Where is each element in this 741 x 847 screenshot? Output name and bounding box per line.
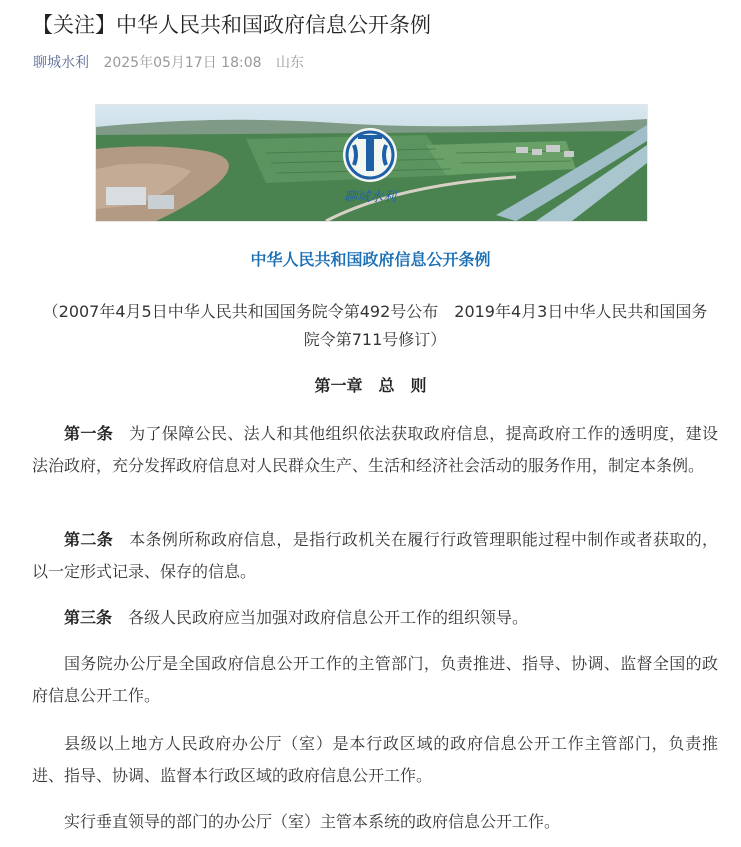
article-title: 【关注】中华人民共和国政府信息公开条例 <box>32 13 431 37</box>
paragraph: 国务院办公厅是全国政府信息公开工作的主管部门，负责推进、指导、协调、监督全国的政府信息公开工作。 <box>32 654 718 705</box>
publish-location: 山东 <box>275 55 304 71</box>
banner-logo-text: 聊城水利 <box>343 190 397 205</box>
account-name-link[interactable]: 聊城水利 <box>33 55 89 71</box>
article-2 <box>32 524 718 588</box>
paragraph: 县级以上地方人民政府办公厅（室）是本行政区域的政府信息公开工作主管部门，负责推进、指导、协调、监督本行政区域的政府信息公开工作。 <box>32 734 718 785</box>
article-3-text: 各级人民政府应当加强对政府信息公开工作的组织领导。 <box>128 608 529 627</box>
article-3 <box>32 602 718 634</box>
article-1 <box>32 418 718 482</box>
aerial-river-photo <box>96 105 647 221</box>
publish-datetime: 2025年05月17日 18:08 <box>103 55 262 71</box>
article-1-text: 为了保障公民、法人和其他组织依法获取政府信息，提高政府工作的透明度，建设法治政府，充分发挥政府信息对人民群众生产、生活和经济社会活动的服务作用，制定本条例。 <box>32 424 718 475</box>
banner-image <box>95 104 648 222</box>
document-title: 中华人民共和国政府信息公开条例 <box>250 250 491 269</box>
article-2-text: 本条例所称政府信息，是指行政机关在履行行政管理职能过程中制作或者获取的，以一定形式记录、保存的信息。 <box>32 530 718 581</box>
document-subtitle: （2007年4月5日中华人民共和国国务院令第492号公布 2019年4月3日中华人民共和国国务院令第711号修订） <box>42 302 708 349</box>
article-2-lead: 第二条 <box>64 530 114 549</box>
article-3-lead: 第三条 <box>64 608 113 627</box>
paragraph: 实行垂直领导的部门的办公厅（室）主管本系统的政府信息公开工作。 <box>64 812 561 831</box>
water-bureau-logo-icon <box>343 128 397 182</box>
article-meta <box>33 52 304 74</box>
article-1-lead: 第一条 <box>64 424 114 443</box>
chapter-heading: 第一章 总 则 <box>314 376 427 395</box>
